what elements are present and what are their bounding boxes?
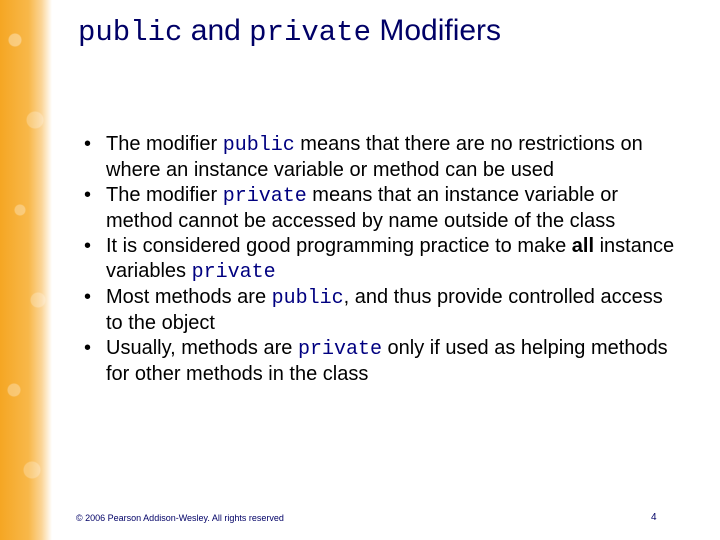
bullet-dot: •: [84, 184, 92, 206]
bullet-code: public: [271, 287, 344, 310]
bullet-item: [84, 336, 684, 387]
bullet-text: only if used as helping methods for other methods in the class: [106, 337, 668, 385]
bullet-item: [84, 183, 684, 234]
bullet-text: Most methods are: [106, 286, 272, 308]
title-and: and: [190, 14, 241, 47]
bullet-item: [84, 285, 684, 336]
bullet-code: private: [191, 261, 276, 284]
bullet-text: , and thus provide controlled access to the object: [106, 286, 663, 334]
bullet-item: [84, 132, 684, 183]
bullet-dot: •: [84, 133, 92, 155]
title-modifiers: Modifiers: [379, 14, 502, 47]
bullet-bold: all: [571, 235, 595, 257]
title-code-private: private: [249, 16, 371, 49]
bullet-item: [84, 234, 684, 285]
bullet-list: [84, 132, 684, 387]
bullet-dot: •: [84, 286, 92, 308]
bullet-code: private: [222, 185, 307, 208]
bullet-code: public: [222, 134, 295, 157]
title-code-public: public: [78, 16, 183, 49]
bullet-text: It is considered good programming practice to make: [106, 235, 572, 257]
bullet-dot: •: [84, 235, 92, 257]
footer-copyright: © 2006 Pearson Addison-Wesley. All rights reserved: [76, 513, 284, 523]
page-number: 4: [651, 512, 657, 523]
bullet-text: instance variables: [106, 235, 675, 282]
bullet-text: The modifier: [106, 184, 223, 206]
bullet-text: means that an instance variable or method cannot be accessed by name outside of the class: [106, 184, 619, 232]
bullet-text: means that there are no restrictions on where an instance variable or method can be used: [106, 133, 643, 181]
bullet-code: private: [297, 338, 382, 361]
bullet-text: The modifier: [106, 133, 223, 155]
bullet-text: Usually, methods are: [106, 337, 298, 359]
slide-title: [78, 14, 698, 49]
bullet-dot: •: [84, 337, 92, 359]
decorative-side-bar: [0, 0, 52, 540]
